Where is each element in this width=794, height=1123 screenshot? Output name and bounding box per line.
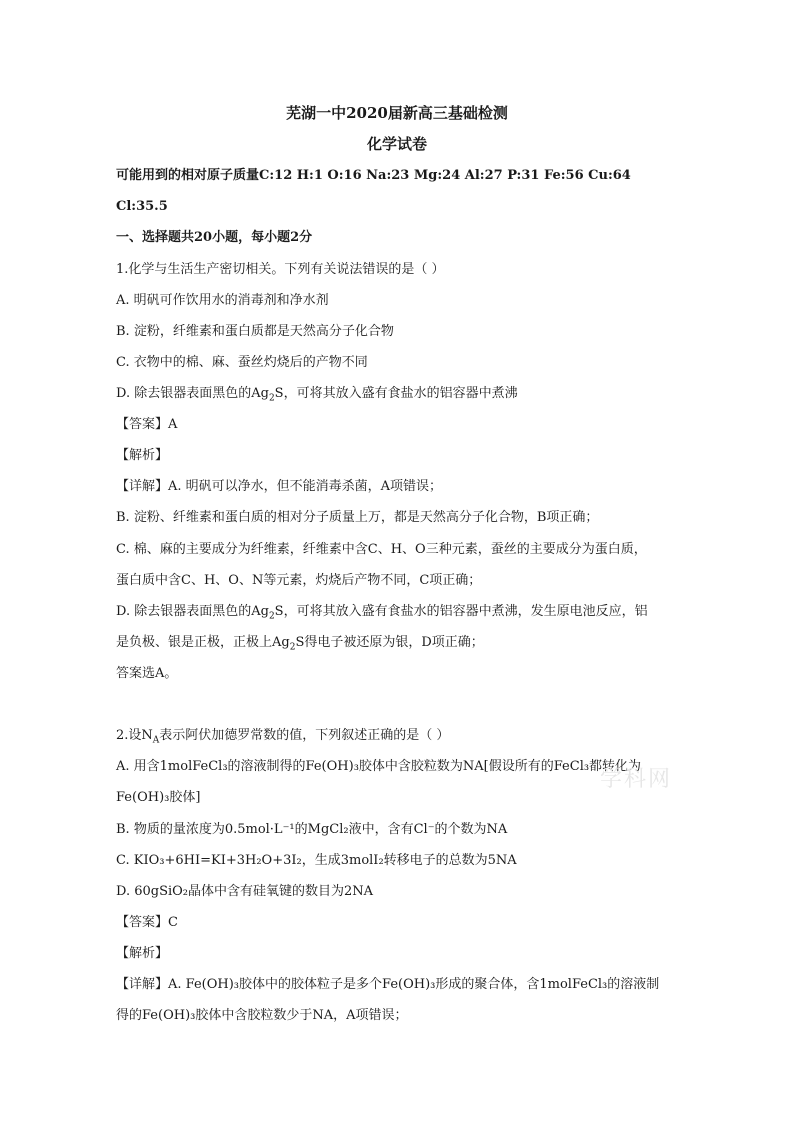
q2-analysis-label: 【解析】 — [116, 946, 169, 961]
q1-detail-b: B. 淀粉、纤维素和蛋白质的相对分子质量上万，都是天然高分子化合物，B项正确； — [116, 510, 599, 525]
q2-answer: 【答案】C — [116, 915, 178, 930]
q1-option-d-sub: 2 — [268, 393, 275, 404]
q1-option-d-post: S，可将其放入盛有食盐水的铝容器中煮沸 — [274, 386, 518, 401]
q1-option-b: B. 淀粉，纤维素和蛋白质都是天然高分子化合物 — [116, 324, 394, 339]
q1-detail-d2-pre: 是负极、银是正极，正极上Ag — [116, 635, 290, 650]
q1-answer: 【答案】A — [116, 417, 178, 432]
q1-option-d-pre: D. 除去银器表面黑色的Ag — [116, 386, 269, 401]
watermark: 学科网 — [600, 767, 673, 792]
q2-option-a1: A. 用含1molFeCl₃的溶液制得的Fe(OH)₃胶体中含胶粒数为NA[假设所有的FeCl₃都转化为 — [116, 759, 642, 774]
q2-detail-a2: 得的Fe(OH)₃胶体中含胶粒数少于NA，A项错误； — [116, 1008, 408, 1023]
q2-option-d: D. 60gSiO₂晶体中含有硅氧键的数目为2NA — [116, 884, 374, 899]
q2-stem-sub: A — [152, 735, 160, 746]
q2-stem-pre: 2.设N — [116, 728, 153, 743]
exam-subtitle: 化学试卷 — [366, 135, 427, 153]
atomic-masses-line1: 可能用到的相对原子质量C:12 H:1 O:16 Na:23 Mg:24 Al:27 P:31 Fe:56 Cu:64 — [116, 168, 631, 183]
q1-option-a: A. 明矾可作饮用水的消毒剂和净水剂 — [116, 293, 329, 308]
q2-stem — [116, 727, 686, 745]
q1-detail-c2: 蛋白质中含C、H、O、N等元素，灼烧后产物不同，C项正确； — [116, 573, 482, 588]
q1-option-c: C. 衣物中的棉、麻、蚕丝灼烧后的产物不同 — [116, 355, 368, 370]
q2-detail-a1: 【详解】A. Fe(OH)₃胶体中的胶体粒子是多个Fe(OH)₃形成的聚合体，含1molFeCl₃的溶液制 — [116, 977, 660, 992]
q1-detail-d2-sub: 2 — [289, 642, 296, 653]
q1-analysis-label: 【解析】 — [116, 448, 169, 463]
q1-detail-d1-sub: 2 — [268, 611, 275, 622]
q2-option-b: B. 物质的量浓度为0.5mol·L⁻¹的MgCl₂液中，含有Cl⁻的个数为NA — [116, 822, 508, 837]
q1-detail-d1-post: S，可将其放入盛有食盐水的铝容器中煮沸，发生原电池反应，铝 — [274, 604, 648, 619]
q1-detail-d2-post: S得电子被还原为银，D项正确； — [295, 635, 484, 650]
q1-detail-a: 【详解】A. 明矾可以净水，但不能消毒杀菌，A项错误； — [116, 479, 443, 494]
q1-conclusion: 答案选A。 — [116, 666, 178, 681]
q2-option-a2: Fe(OH)₃胶体] — [116, 790, 201, 805]
section-heading: 一、选择题共20小题，每小题2分 — [116, 230, 313, 245]
q1-detail-d1 — [116, 603, 686, 621]
q1-detail-d1-pre: D. 除去银器表面黑色的Ag — [116, 604, 269, 619]
q1-option-d — [116, 385, 686, 403]
atomic-masses-line2: Cl:35.5 — [116, 199, 168, 214]
exam-title: 芜湖一中2020届新高三基础检测 — [286, 104, 508, 122]
q2-stem-post: 表示阿伏加德罗常数的值，下列叙述正确的是（ ） — [159, 728, 450, 743]
q2-option-c: C. KIO₃+6HI=KI+3H₂O+3I₂，生成3molI₂转移电子的总数为5NA — [116, 853, 517, 868]
q1-detail-c1: C. 棉、麻的主要成分为纤维素，纤维素中含C、H、O三种元素，蚕丝的主要成分为蛋白质， — [116, 542, 647, 557]
q1-stem: 1.化学与生活生产密切相关。下列有关说法错误的是（ ） — [116, 262, 445, 277]
q1-detail-d2 — [116, 634, 686, 652]
